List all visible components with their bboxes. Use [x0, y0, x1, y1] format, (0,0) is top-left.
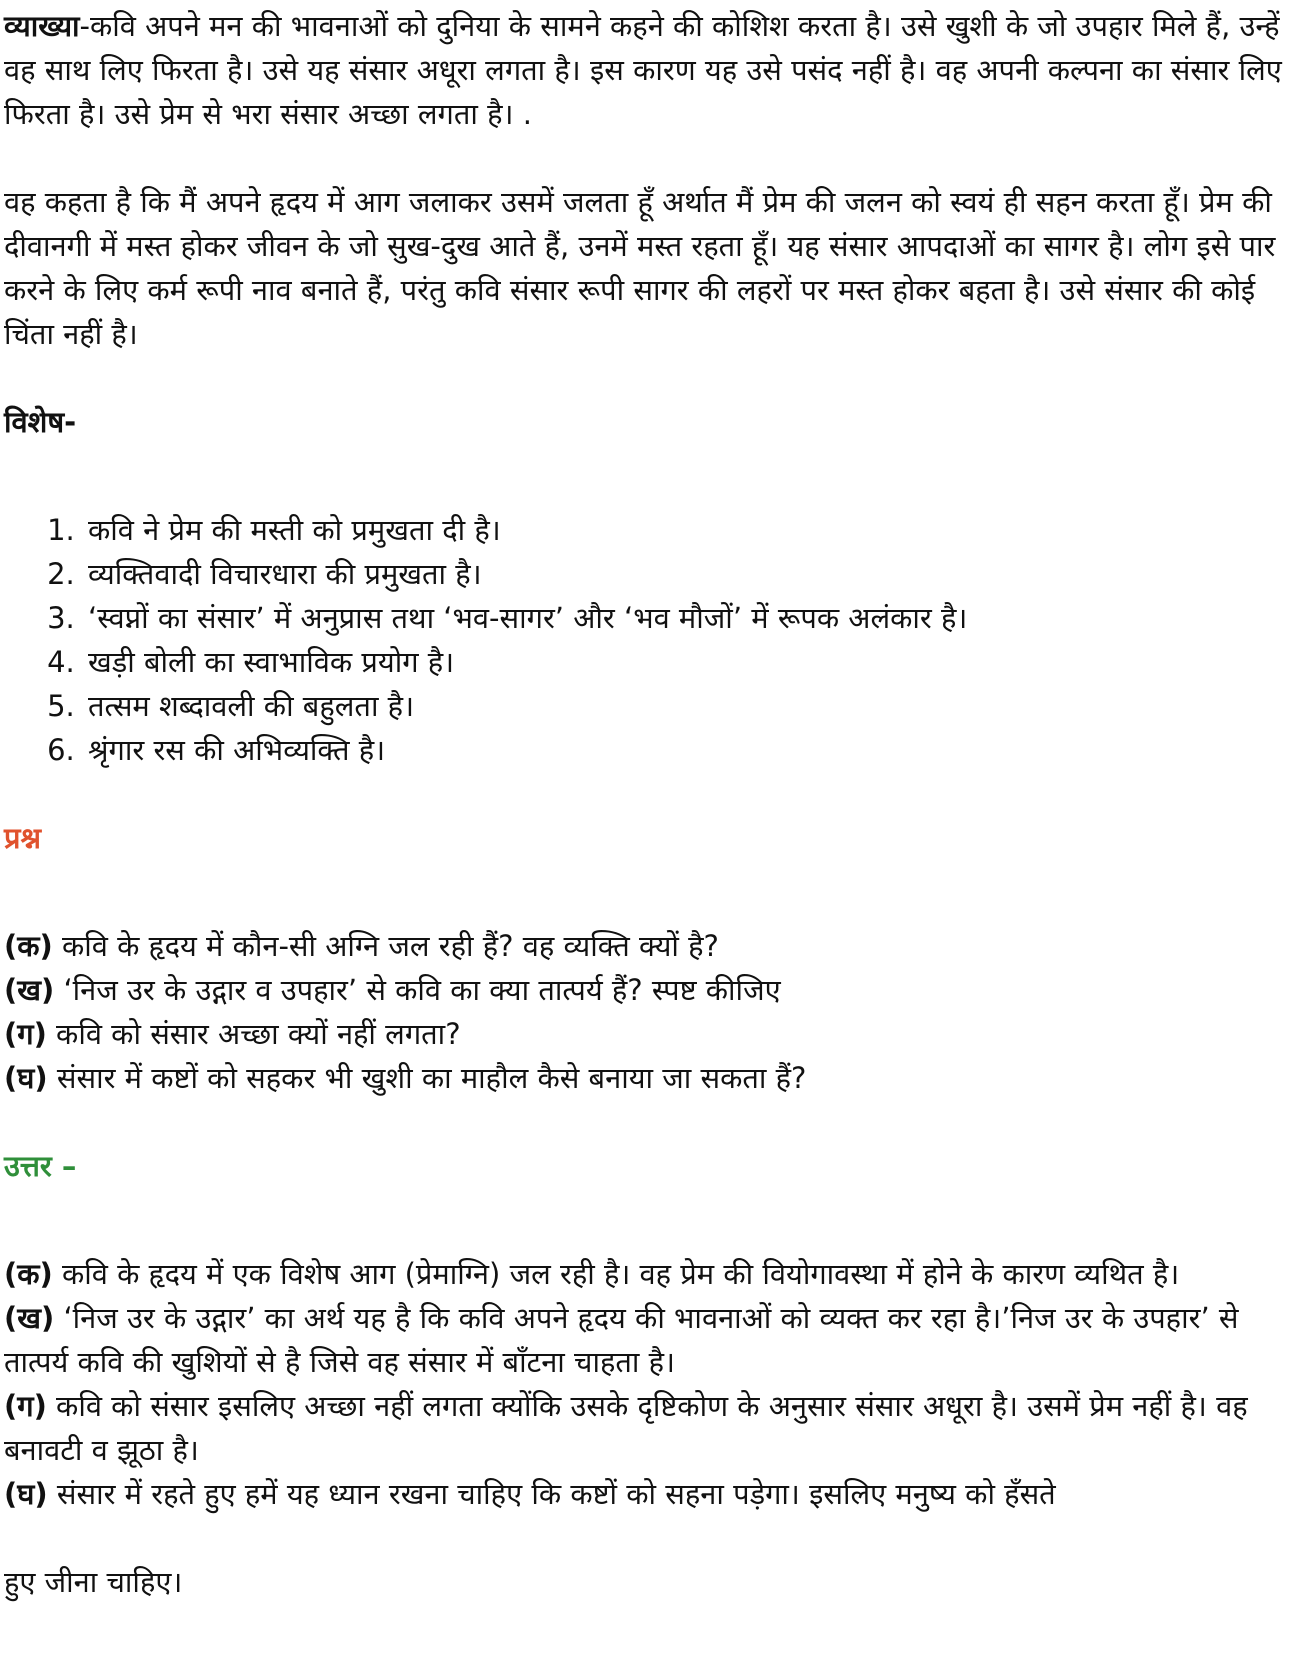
answer-text: ‘निज उर के उद्गार’ का अर्थ यह है कि कवि अपने हृदय की भावनाओं को व्यक्त कर रहा है।’निज उर के उपहार’ से तात्पर्य कवि की खुशियों से है जिसे वह संसार में बाँटना चाहता है। — [4, 1301, 1239, 1379]
question-tag: (घ) — [4, 1061, 48, 1095]
answer-tag: (घ) — [4, 1477, 48, 1511]
question-item — [4, 1012, 1294, 1056]
explanation-paragraph-2: वह कहता है कि मैं अपने हृदय में आग जलाकर उसमें जलता हूँ अर्थात मैं प्रेम की जलन को स्वयं ही सहन करता हूँ। प्रेम की दीवानगी में मस्त होकर जीवन के जो सुख-दुख आते हैं, उनमें मस्त रहता हूँ। यह संसार आपदाओं का सागर है। लोग इसे पार करने के लिए कर्म रूपी नाव बनाते हैं, परंतु कवि संसार रूपी सागर की लहरों पर मस्त होकर बहता है। उसे संसार की कोई चिंता नहीं है। — [4, 185, 1276, 351]
explanation-paragraph — [4, 4, 1294, 136]
answer-text: कवि को संसार इसलिए अच्छा नहीं लगता क्योंकि उसके दृष्टिकोण के अनुसार संसार अधूरा है। उसमें प्रेम नहीं है। वह बनावटी व झूठा है। — [4, 1389, 1248, 1467]
answer-item — [4, 1384, 1294, 1472]
question-item — [4, 1056, 1294, 1100]
features-heading: विशेष- — [4, 405, 77, 439]
question-text: कवि के हृदय में कौन-सी अग्नि जल रही हैं? वह व्यक्ति क्यों है? — [52, 929, 719, 963]
answer-trailing-text: हुए जीना चाहिए। — [4, 1565, 183, 1599]
list-item: 4. खड़ी बोली का स्वाभाविक प्रयोग है। — [84, 640, 1294, 684]
question-tag: (क) — [4, 929, 53, 963]
explanation-label: व्याख्या — [4, 9, 80, 43]
answers-heading: उत्तर – — [4, 1149, 77, 1183]
answer-text: संसार में रहते हुए हमें यह ध्यान रखना चाहिए कि कष्टों को सहना पड़ेगा। इसलिए मनुष्य को हँसते — [47, 1477, 1056, 1511]
list-item: 6. श्रृंगार रस की अभिव्यक्ति है। — [84, 728, 1294, 772]
answer-item — [4, 1472, 1294, 1516]
answer-tag: (क) — [4, 1257, 53, 1291]
question-tag: (ख) — [4, 973, 55, 1007]
question-tag: (ग) — [4, 1017, 47, 1051]
answer-tag: (ख) — [4, 1301, 55, 1335]
answers-list — [4, 1252, 1294, 1516]
question-text: कवि को संसार अच्छा क्यों नहीं लगता? — [46, 1017, 461, 1051]
question-text: ‘निज उर के उद्गार व उपहार’ से कवि का क्या तात्पर्य हैं? स्पष्ट कीजिए — [54, 973, 781, 1007]
answer-item — [4, 1252, 1294, 1296]
answer-tag: (ग) — [4, 1389, 47, 1423]
answer-text: कवि के हृदय में एक विशेष आग (प्रेमाग्नि) जल रही है। वह प्रेम की वियोगावस्था में होने के कारण व्यथित है। — [52, 1257, 1180, 1291]
explanation-text: -कवि अपने मन की भावनाओं को दुनिया के सामने कहने की कोशिश करता है। उसे खुशी के जो उपहार मिले हैं, उन्हें वह साथ लिए फिरता है। उसे यह संसार अधूरा लगता है। इस कारण यह उसे पसंद नहीं है। वह अपनी कल्पना का संसार लिए फिरता है। उसे प्रेम से भरा संसार अच्छा लगता है। . — [4, 9, 1282, 131]
list-item: 5. तत्सम शब्दावली की बहुलता है। — [84, 684, 1294, 728]
questions-heading: प्रश्न — [4, 821, 42, 855]
list-item: 3. ‘स्वप्नों का संसार’ में अनुप्रास तथा ‘भव-सागर’ और ‘भव मौजों’ में रूपक अलंकार है। — [84, 596, 1294, 640]
question-item — [4, 924, 1294, 968]
question-text: संसार में कष्टों को सहकर भी खुशी का माहौल कैसे बनाया जा सकता हैं? — [47, 1061, 807, 1095]
question-item — [4, 968, 1294, 1012]
features-list — [4, 508, 1294, 772]
answer-item — [4, 1296, 1294, 1384]
questions-list — [4, 924, 1294, 1100]
list-item: 2. व्यक्तिवादी विचारधारा की प्रमुखता है। — [84, 552, 1294, 596]
list-item: 1. कवि ने प्रेम की मस्ती को प्रमुखता दी है। — [84, 508, 1294, 552]
